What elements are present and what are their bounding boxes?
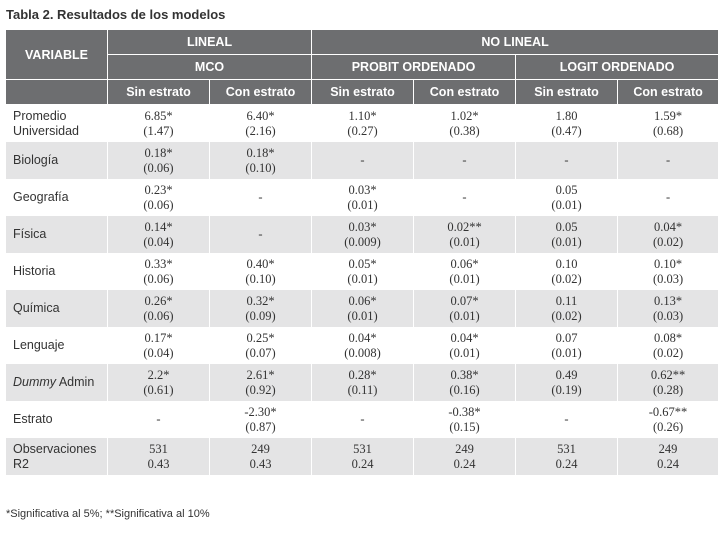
value-cell [414, 438, 516, 475]
coefficient: - [665, 153, 671, 167]
std-error: 0.24 [453, 456, 476, 471]
std-error: (0.01) [551, 345, 582, 360]
std-error: 0.24 [657, 456, 679, 471]
coefficient: 0.07 [555, 330, 578, 345]
table-row [6, 438, 719, 475]
coefficient: 0.08* [653, 330, 683, 345]
value-cell [210, 401, 312, 438]
coefficient: -0.67** [648, 404, 688, 419]
value-cell [618, 142, 719, 179]
coefficient: 2.61* [246, 367, 275, 382]
table-row [6, 179, 719, 216]
value-cell [414, 290, 516, 327]
row-label-line [13, 375, 107, 390]
coefficient: - [462, 190, 467, 204]
value-cell [516, 216, 618, 253]
std-error: (0.01) [347, 197, 378, 212]
coefficient: 0.23* [144, 182, 173, 197]
std-error: (0.87) [245, 419, 276, 434]
value-cell [210, 364, 312, 401]
std-error: (0.008) [344, 345, 381, 360]
std-error: (0.01) [449, 308, 480, 323]
value-cell [414, 142, 516, 179]
row-label [6, 253, 108, 290]
value-cell [414, 327, 516, 364]
std-error: (0.06) [143, 160, 174, 175]
row-label-line: R2 [13, 456, 29, 471]
row-label-rest: Admin [56, 375, 95, 389]
std-error: (0.11) [347, 382, 378, 397]
value-cell [108, 327, 210, 364]
row-label [6, 179, 108, 216]
table-row [6, 216, 719, 253]
row-label-line: Historia [13, 264, 56, 278]
value-cell [210, 438, 312, 475]
coefficient: 0.03* [348, 182, 377, 197]
value-cell [312, 290, 414, 327]
sub-header: Sin estrato [516, 80, 618, 105]
table-row [6, 290, 719, 327]
row-label [6, 364, 108, 401]
value-cell [414, 364, 516, 401]
coefficient: 0.05 [555, 219, 578, 234]
value-cell [516, 142, 618, 179]
row-label-line: Promedio [13, 108, 67, 123]
std-error: 0.43 [147, 456, 170, 471]
row-label [6, 105, 108, 143]
coefficient: 0.06* [348, 293, 377, 308]
coefficient: 0.32* [246, 293, 275, 308]
value-cell [516, 290, 618, 327]
value-cell [516, 401, 618, 438]
coefficient: 0.07* [450, 293, 479, 308]
std-error: (0.06) [143, 271, 174, 286]
value-cell [312, 364, 414, 401]
value-cell [414, 253, 516, 290]
coefficient: 1.02* [450, 108, 479, 123]
row-label-line: Química [13, 301, 60, 315]
std-error: (0.04) [143, 234, 174, 249]
std-error: (0.03) [652, 308, 684, 323]
coefficient: 0.04* [653, 219, 683, 234]
coefficient: 0.05* [348, 256, 377, 271]
coefficient: 0.28* [348, 367, 377, 382]
coefficient: 0.14* [144, 219, 173, 234]
std-error: (0.26) [652, 419, 684, 434]
std-error: (0.04) [143, 345, 174, 360]
value-cell [618, 364, 719, 401]
coefficient: 1.80 [555, 108, 578, 123]
std-error: (0.02) [551, 308, 582, 323]
value-cell [516, 327, 618, 364]
value-cell [108, 364, 210, 401]
coefficient: 0.10 [555, 256, 578, 271]
std-error: (0.15) [449, 419, 480, 434]
coefficient: 0.04* [348, 330, 377, 345]
coefficient: 0.03* [348, 219, 377, 234]
coefficient: 6.85* [144, 108, 173, 123]
row-label-line: Física [13, 227, 47, 241]
coefficient: 0.06* [450, 256, 479, 271]
std-error: (0.09) [245, 308, 276, 323]
value-cell [618, 401, 719, 438]
row-label-line: Estrato [13, 412, 53, 426]
value-cell [618, 179, 719, 216]
std-error: (0.06) [143, 197, 174, 212]
coefficient: 0.33* [144, 256, 173, 271]
std-error: 0.24 [555, 456, 578, 471]
coefficient: 0.10* [653, 256, 683, 271]
value-cell [618, 438, 719, 475]
value-cell [414, 179, 516, 216]
std-error: (0.01) [551, 234, 582, 249]
footnote: *Significativa al 5%; **Significativa al 10% [6, 508, 210, 520]
value-cell [108, 401, 210, 438]
value-cell [312, 253, 414, 290]
table-body [6, 105, 719, 476]
coefficient: 531 [149, 441, 168, 456]
coefficient: 1.10* [348, 108, 377, 123]
std-error: (0.01) [449, 271, 480, 286]
coefficient: - [360, 412, 365, 426]
row-label-line: Lenguaje [13, 338, 65, 352]
sub-header: Sin estrato [312, 80, 414, 105]
value-cell [312, 142, 414, 179]
no-lineal-header: NO LINEAL [312, 30, 719, 55]
table-row [6, 327, 719, 364]
row-label-line: Observaciones [13, 441, 97, 456]
std-error: (0.01) [449, 345, 480, 360]
value-cell [618, 253, 719, 290]
probit-header: PROBIT ORDENADO [312, 55, 516, 80]
coefficient: 249 [455, 441, 474, 456]
value-cell [312, 105, 414, 143]
value-cell [312, 327, 414, 364]
value-cell [516, 179, 618, 216]
value-cell [108, 216, 210, 253]
value-cell [414, 105, 516, 143]
std-error: (0.03) [652, 271, 684, 286]
value-cell [618, 327, 719, 364]
row-label [6, 290, 108, 327]
row-label-line: Universidad [13, 123, 80, 138]
std-error: (0.27) [347, 123, 378, 138]
value-cell [516, 438, 618, 475]
coefficient: 0.17* [144, 330, 173, 345]
logit-header: LOGIT ORDENADO [516, 55, 719, 80]
coefficient: 0.18* [246, 145, 275, 160]
coefficient: 0.38* [450, 367, 479, 382]
sub-header: Con estrato [618, 80, 719, 105]
std-error: (0.10) [245, 271, 276, 286]
coefficient: - [156, 412, 161, 426]
std-error: (0.01) [551, 197, 582, 212]
value-cell [210, 216, 312, 253]
table-row [6, 105, 719, 143]
table-row [6, 364, 719, 401]
row-label-line: Geografía [13, 190, 69, 204]
std-error: (0.47) [551, 123, 582, 138]
std-error: (0.06) [143, 308, 174, 323]
std-error: 0.24 [351, 456, 374, 471]
std-error: (0.61) [143, 382, 174, 397]
coefficient: 0.25* [246, 330, 275, 345]
value-cell [618, 216, 719, 253]
coefficient: 0.13* [653, 293, 683, 308]
row-label [6, 327, 108, 364]
std-error: (0.10) [245, 160, 276, 175]
coefficient: 0.11 [555, 293, 578, 308]
table-row [6, 401, 719, 438]
sub-header: Con estrato [414, 80, 516, 105]
coefficient: 249 [658, 441, 678, 456]
coefficient: 0.04* [450, 330, 479, 345]
coefficient: - [360, 153, 365, 167]
coefficient: - [462, 153, 467, 167]
results-table [5, 29, 719, 475]
lineal-header: LINEAL [108, 30, 312, 55]
value-cell [210, 179, 312, 216]
coefficient: -0.38* [448, 404, 481, 419]
row-label [6, 401, 108, 438]
coefficient: 0.40* [246, 256, 275, 271]
std-error: (0.07) [245, 345, 276, 360]
coefficient: 0.62** [650, 367, 686, 382]
value-cell [618, 290, 719, 327]
std-error: (0.02) [551, 271, 582, 286]
value-cell [108, 179, 210, 216]
table-row [6, 253, 719, 290]
value-cell [312, 179, 414, 216]
value-cell [516, 253, 618, 290]
coefficient: 531 [353, 441, 372, 456]
table-row [6, 142, 719, 179]
table-title: Tabla 2. Resultados de los modelos [6, 7, 226, 22]
value-cell [516, 105, 618, 143]
value-cell [210, 253, 312, 290]
coefficient: 1.59* [653, 108, 683, 123]
value-cell [414, 216, 516, 253]
blank-header [6, 80, 108, 105]
coefficient: 0.05 [555, 182, 578, 197]
std-error: 0.43 [249, 456, 272, 471]
std-error: (0.92) [245, 382, 276, 397]
value-cell [210, 142, 312, 179]
row-label-line: Biología [13, 153, 59, 167]
std-error: (0.01) [449, 234, 480, 249]
coefficient: 6.40* [246, 108, 275, 123]
row-label [6, 438, 108, 475]
row-label [6, 142, 108, 179]
coefficient: 0.02** [447, 219, 482, 234]
coefficient: - [258, 227, 263, 241]
std-error: (0.02) [652, 234, 684, 249]
coefficient: 0.49 [555, 367, 578, 382]
std-error: (0.01) [347, 271, 378, 286]
coefficient: -2.30* [244, 404, 277, 419]
value-cell [108, 253, 210, 290]
value-cell [618, 105, 719, 143]
std-error: (0.16) [449, 382, 480, 397]
std-error: (0.68) [652, 123, 684, 138]
variable-header: VARIABLE [6, 30, 108, 80]
std-error: (0.01) [347, 308, 378, 323]
coefficient: 0.26* [144, 293, 173, 308]
value-cell [414, 401, 516, 438]
value-cell [108, 105, 210, 143]
value-cell [312, 216, 414, 253]
std-error: (0.19) [551, 382, 582, 397]
value-cell [312, 438, 414, 475]
std-error: (2.16) [245, 123, 276, 138]
row-label [6, 216, 108, 253]
coefficient: 2.2* [147, 367, 170, 382]
std-error: (0.009) [344, 234, 381, 249]
mco-header: MCO [108, 55, 312, 80]
value-cell [108, 290, 210, 327]
coefficient: - [564, 153, 569, 167]
row-label-italic: Dummy [13, 375, 57, 389]
value-cell [108, 142, 210, 179]
std-error: (1.47) [143, 123, 174, 138]
value-cell [108, 438, 210, 475]
value-cell [312, 401, 414, 438]
coefficient: 0.18* [144, 145, 173, 160]
coefficient: - [564, 412, 569, 426]
coefficient: 249 [251, 441, 270, 456]
std-error: (0.28) [652, 382, 684, 397]
value-cell [210, 327, 312, 364]
sub-header: Con estrato [210, 80, 312, 105]
value-cell [516, 364, 618, 401]
value-cell [210, 105, 312, 143]
coefficient: - [665, 190, 671, 204]
std-error: (0.38) [449, 123, 480, 138]
coefficient: 531 [557, 441, 576, 456]
std-error: (0.02) [652, 345, 684, 360]
value-cell [210, 290, 312, 327]
coefficient: - [258, 190, 263, 204]
sub-header: Sin estrato [108, 80, 210, 105]
